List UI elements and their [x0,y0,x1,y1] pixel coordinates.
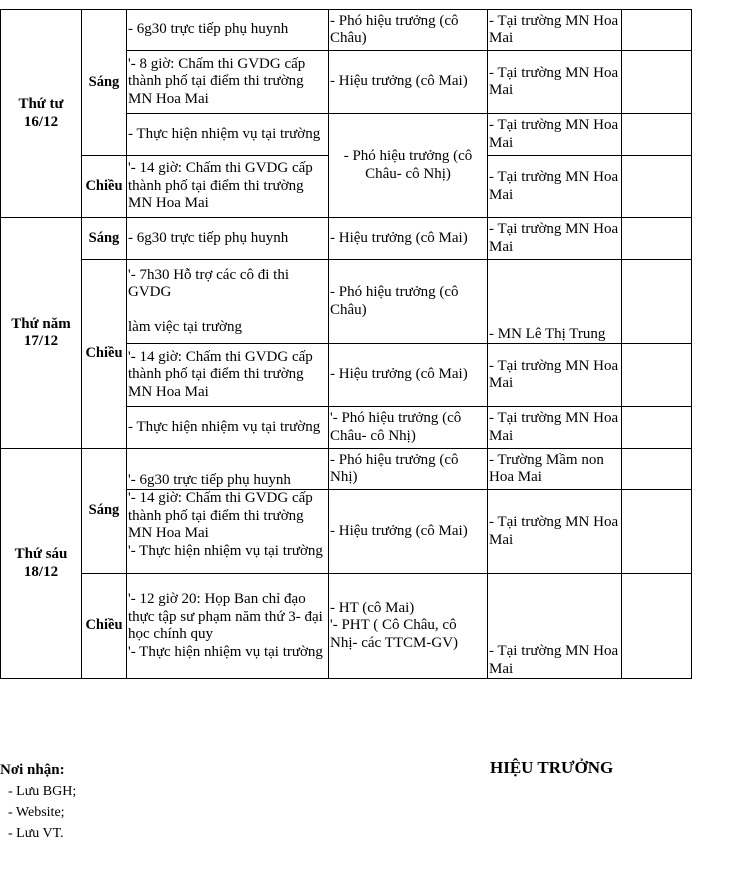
person-line: '- PHT ( Cô Châu, cô Nhị- các TTCM-GV) [330,617,459,651]
session-afternoon: Chiều [82,574,127,679]
table-row [1,218,692,260]
day-date: 16/12 [23,113,59,130]
note-cell [622,344,692,407]
recipients-title: Nơi nhận: [0,762,65,778]
day-name: Thứ năm [11,315,71,332]
table-row [1,574,692,679]
spacer [128,302,327,319]
task-line: làm việc tại trường [128,318,242,335]
session-afternoon: Chiều [82,260,127,449]
day-name: Thứ tư [18,96,64,112]
note-cell [622,449,692,490]
person-cell: - Hiệu trưởng (cô Mai) [329,490,488,574]
day-name: Thứ sáu [14,546,68,562]
person-line: - HT (cô Mai) [330,599,415,616]
day-cell [1,10,82,218]
note-cell [622,490,692,574]
person-cell: - Phó hiệu trưởng (cô Châu- cô Nhị) [329,114,488,218]
task-cell: '- 8 giờ: Chấm thi GVDG cấp thành phố tại điểm thi trường MN Hoa Mai [127,51,329,114]
schedule-table [0,9,692,679]
day-date: 18/12 [23,563,59,580]
table-row [1,449,692,490]
note-cell [622,260,692,344]
table-row [1,260,692,344]
place-cell: - Tại trường MN Hoa Mai [488,51,622,114]
place-cell: - Tại trường MN Hoa Mai [488,218,622,260]
day-date: 17/12 [23,333,59,349]
place-cell: - Tại trường MN Hoa Mai [488,490,622,574]
note-cell [622,574,692,679]
session-morning: Sáng [82,218,127,260]
place-cell: - Trường Mầm non Hoa Mai [488,449,622,490]
person-cell: - Phó hiệu trưởng (cô Nhị) [329,449,488,490]
person-cell: - Phó hiệu trưởng (cô Châu) [329,10,488,51]
place-cell: - MN Lê Thị Trung [488,260,622,344]
note-cell [622,114,692,156]
table-row [1,10,692,51]
task-cell: '- 14 giờ: Chấm thi GVDG cấp thành phố tại điểm thi trường MN Hoa Mai [127,344,329,407]
place-cell: - Tại trường MN Hoa Mai [488,156,622,218]
task-line: '- Thực hiện nhiệm vụ tại trường [128,542,323,559]
task-line: '- 14 giờ: Chấm thi GVDG cấp thành phố tại điểm thi trường MN Hoa Mai [128,490,313,541]
task-cell [127,574,329,679]
session-morning: Sáng [82,10,127,156]
place-cell: - Tại trường MN Hoa Mai [488,407,622,449]
day-cell [1,218,82,449]
note-cell [622,156,692,218]
day-cell [1,449,82,679]
task-line: '- 12 giờ 20: Họp Ban chỉ đạo thực tập sư phạm năm thứ 3- đại học chính quy [128,591,323,642]
task-cell: - Thực hiện nhiệm vụ tại trường [127,407,329,449]
recipient-item: - Website; [8,805,65,820]
note-cell [622,10,692,51]
task-cell: '- 6g30 trực tiếp phụ huynh [127,449,329,490]
task-line: '- Thực hiện nhiệm vụ tại trường [128,643,323,660]
place-cell: - Tại trường MN Hoa Mai [488,114,622,156]
recipient-item: - Lưu BGH; [8,784,77,799]
note-cell [622,407,692,449]
person-cell: '- Phó hiệu trưởng (cô Châu- cô Nhị) [329,407,488,449]
person-cell: - Hiệu trưởng (cô Mai) [329,218,488,260]
place-cell: - Tại trường MN Hoa Mai [488,574,622,679]
person-cell: - Hiệu trưởng (cô Mai) [329,51,488,114]
place-cell: - Tại trường MN Hoa Mai [488,10,622,51]
place-cell: - Tại trường MN Hoa Mai [488,344,622,407]
task-cell: - 6g30 trực tiếp phụ huynh [127,10,329,51]
note-cell [622,218,692,260]
recipient-item: - Lưu VT. [8,826,64,841]
signer-title: HIỆU TRƯỞNG [490,758,614,777]
session-morning: Sáng [82,449,127,574]
task-cell [127,490,329,574]
task-cell: - Thực hiện nhiệm vụ tại trường [127,114,329,156]
task-line: '- 7h30 Hỗ trợ các cô đi thi GVDG [128,266,290,301]
person-cell [329,574,488,679]
person-cell: - Phó hiệu trưởng (cô Châu) [329,260,488,344]
person-cell: - Hiệu trưởng (cô Mai) [329,344,488,407]
task-cell: '- 14 giờ: Chấm thi GVDG cấp thành phố tại điểm thi trường MN Hoa Mai [127,156,329,218]
task-cell: - 6g30 trực tiếp phụ huynh [127,218,329,260]
task-cell [127,260,329,344]
session-afternoon: Chiều [82,156,127,218]
note-cell [622,51,692,114]
